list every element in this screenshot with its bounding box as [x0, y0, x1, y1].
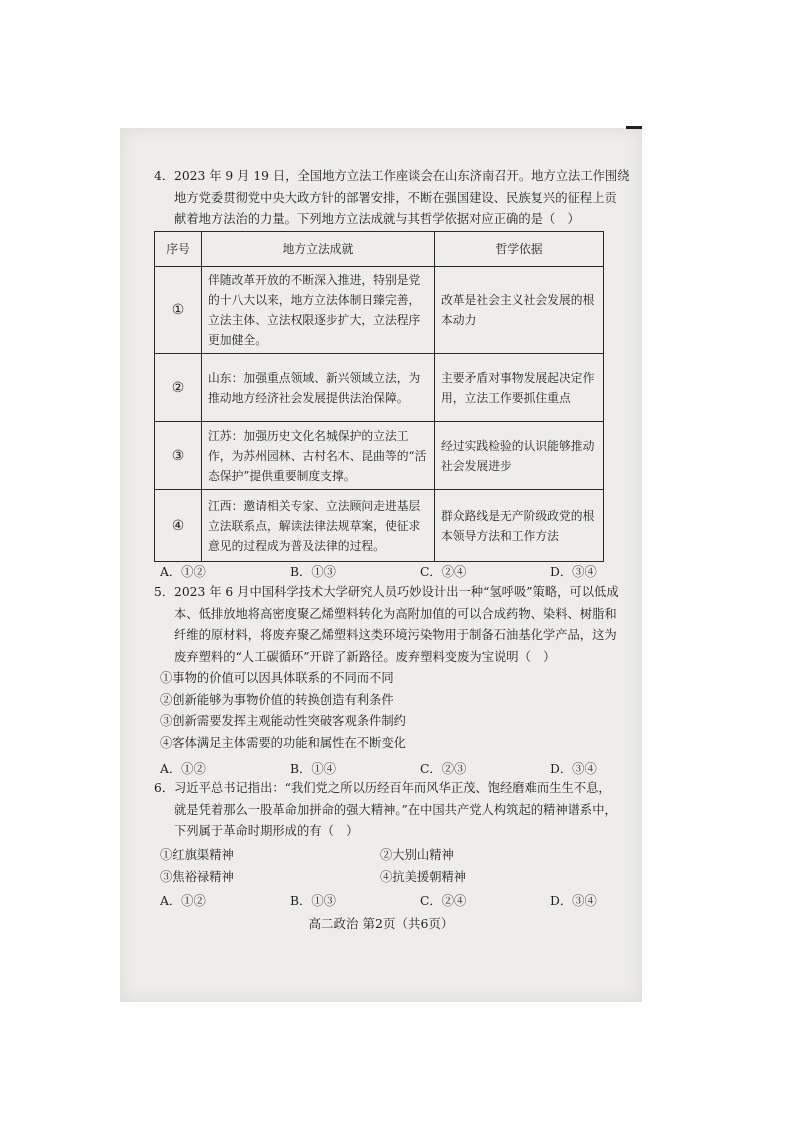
question-text-line: 就是凭着那么一股革命加拼命的强大精神。”在中国共产党人构筑起的精神谱系中， — [174, 802, 617, 817]
statement-row — [160, 844, 600, 866]
question-text-line: 习近平总书记指出：“我们党之所以历经百年而风华正茂、饱经磨难而生生不息， — [174, 781, 611, 795]
question-number: 6． — [154, 781, 175, 795]
row-basis: 改革是社会主义社会发展的根本动力 — [435, 267, 604, 354]
question-number: 5． — [154, 585, 175, 599]
exam-paper — [120, 128, 642, 1002]
question-text-line: 纤维的原材料，将废弃聚乙烯塑料这类环境污染物用于制备石油基化学产品，这为 — [174, 628, 617, 642]
statement-row — [160, 866, 600, 888]
table-header-row — [155, 232, 604, 267]
statement-item: ④客体满足主体需要的功能和属性在不断变化 — [160, 735, 406, 750]
table-row — [155, 490, 604, 562]
option-d: D．③④ — [550, 894, 597, 908]
page-content — [120, 128, 642, 1002]
question-text-line: 地方党委贯彻党中央大政方针的部署安排，不断在强国建设、民族复兴的征程上贡 — [174, 190, 617, 205]
row-achievement: 江苏：加强历史文化名城保护的立法工作，为苏州园林、古村名木、昆曲等的“活态保护”提供重要制度支撑。 — [202, 422, 435, 490]
question-text-line: 本、低排放地将高密度聚乙烯塑料转化为高附加值的可以合成药物、染料、树脂和 — [174, 606, 617, 621]
option-b: B．①③ — [290, 565, 336, 579]
option-b: B．①④ — [290, 762, 336, 776]
option-a: A．①② — [160, 894, 206, 908]
row-achievement: 伴随改革开放的不断深入推进，特别是党的十八大以来，地方立法体制日臻完善，立法主体、立法权限逐步扩大，立法程序更加健全。 — [202, 267, 435, 354]
row-achievement: 江西：邀请相关专家、立法顾问走进基层立法联系点，解读法律法规草案，使征求意见的过程成为普及法律的过程。 — [202, 490, 435, 562]
statement-list — [160, 668, 406, 754]
answer-options — [160, 562, 597, 580]
row-seq: ④ — [155, 490, 202, 562]
column-header-achievement: 地方立法成就 — [202, 232, 435, 267]
row-seq: ③ — [155, 422, 202, 490]
statement-item: ①事物的价值可以因具体联系的不同而不同 — [160, 671, 394, 685]
table-row — [155, 267, 604, 354]
question-text-line: 献着地方法治的力量。下列地方立法成就与其哲学依据对应正确的是（ ） — [174, 212, 580, 226]
table-row — [155, 422, 604, 490]
option-c: C．②④ — [420, 894, 467, 908]
statement-item: ③创新需要发挥主观能动性突破客观条件制约 — [160, 714, 406, 728]
option-c: C．②③ — [420, 762, 467, 776]
legislation-table — [154, 231, 604, 562]
row-basis: 主要矛盾对事物发展起决定作用，立法工作要抓住重点 — [435, 354, 604, 422]
option-a: A．①② — [160, 565, 206, 579]
option-b: B．①③ — [290, 894, 336, 908]
option-c: C．②④ — [420, 565, 467, 579]
statement-item: ③焦裕禄精神 — [160, 870, 234, 884]
question-text-line: 废弃塑料的“人工碳循环”开辟了新路径。废弃塑料变废为宝说明（ ） — [174, 649, 556, 664]
answer-options — [160, 759, 597, 777]
option-d: D．③④ — [550, 762, 597, 776]
question-5 — [156, 582, 630, 668]
column-header-seq: 序号 — [155, 232, 202, 267]
table-row — [155, 354, 604, 422]
page-footer: 高二政治 第2页（共6页） — [308, 916, 454, 931]
question-number: 4． — [154, 169, 175, 183]
statement-item: ②大别山精神 — [380, 848, 454, 862]
question-6 — [156, 778, 630, 843]
row-basis: 经过实践检验的认识能够推动社会发展进步 — [435, 422, 604, 490]
option-d: D．③④ — [550, 565, 597, 579]
question-4 — [156, 166, 630, 231]
statement-item: ④抗美援朝精神 — [380, 870, 467, 884]
answer-options — [160, 891, 597, 909]
row-seq: ② — [155, 354, 202, 422]
statement-list — [160, 844, 600, 888]
question-text-line: 下列属于革命时期形成的有（ ） — [174, 824, 359, 838]
row-achievement: 山东：加强重点领域、新兴领域立法，为推动地方经济社会发展提供法治保障。 — [202, 354, 435, 422]
row-basis: 群众路线是无产阶级政党的根本领导方法和工作方法 — [435, 490, 604, 562]
column-header-basis: 哲学依据 — [435, 232, 604, 267]
statement-item: ①红旗渠精神 — [160, 848, 234, 862]
question-text-line: 2023 年 6 月中国科学技术大学研究人员巧妙设计出一种“氢呼吸”策略，可以低成 — [174, 585, 619, 599]
row-seq: ① — [155, 267, 202, 354]
statement-item: ②创新能够为事物价值的转换创造有利条件 — [160, 692, 394, 707]
question-text-line: 2023 年 9 月 19 日，全国地方立法工作座谈会在山东济南召开。地方立法工作围绕 — [174, 169, 630, 183]
option-a: A．①② — [160, 762, 206, 776]
